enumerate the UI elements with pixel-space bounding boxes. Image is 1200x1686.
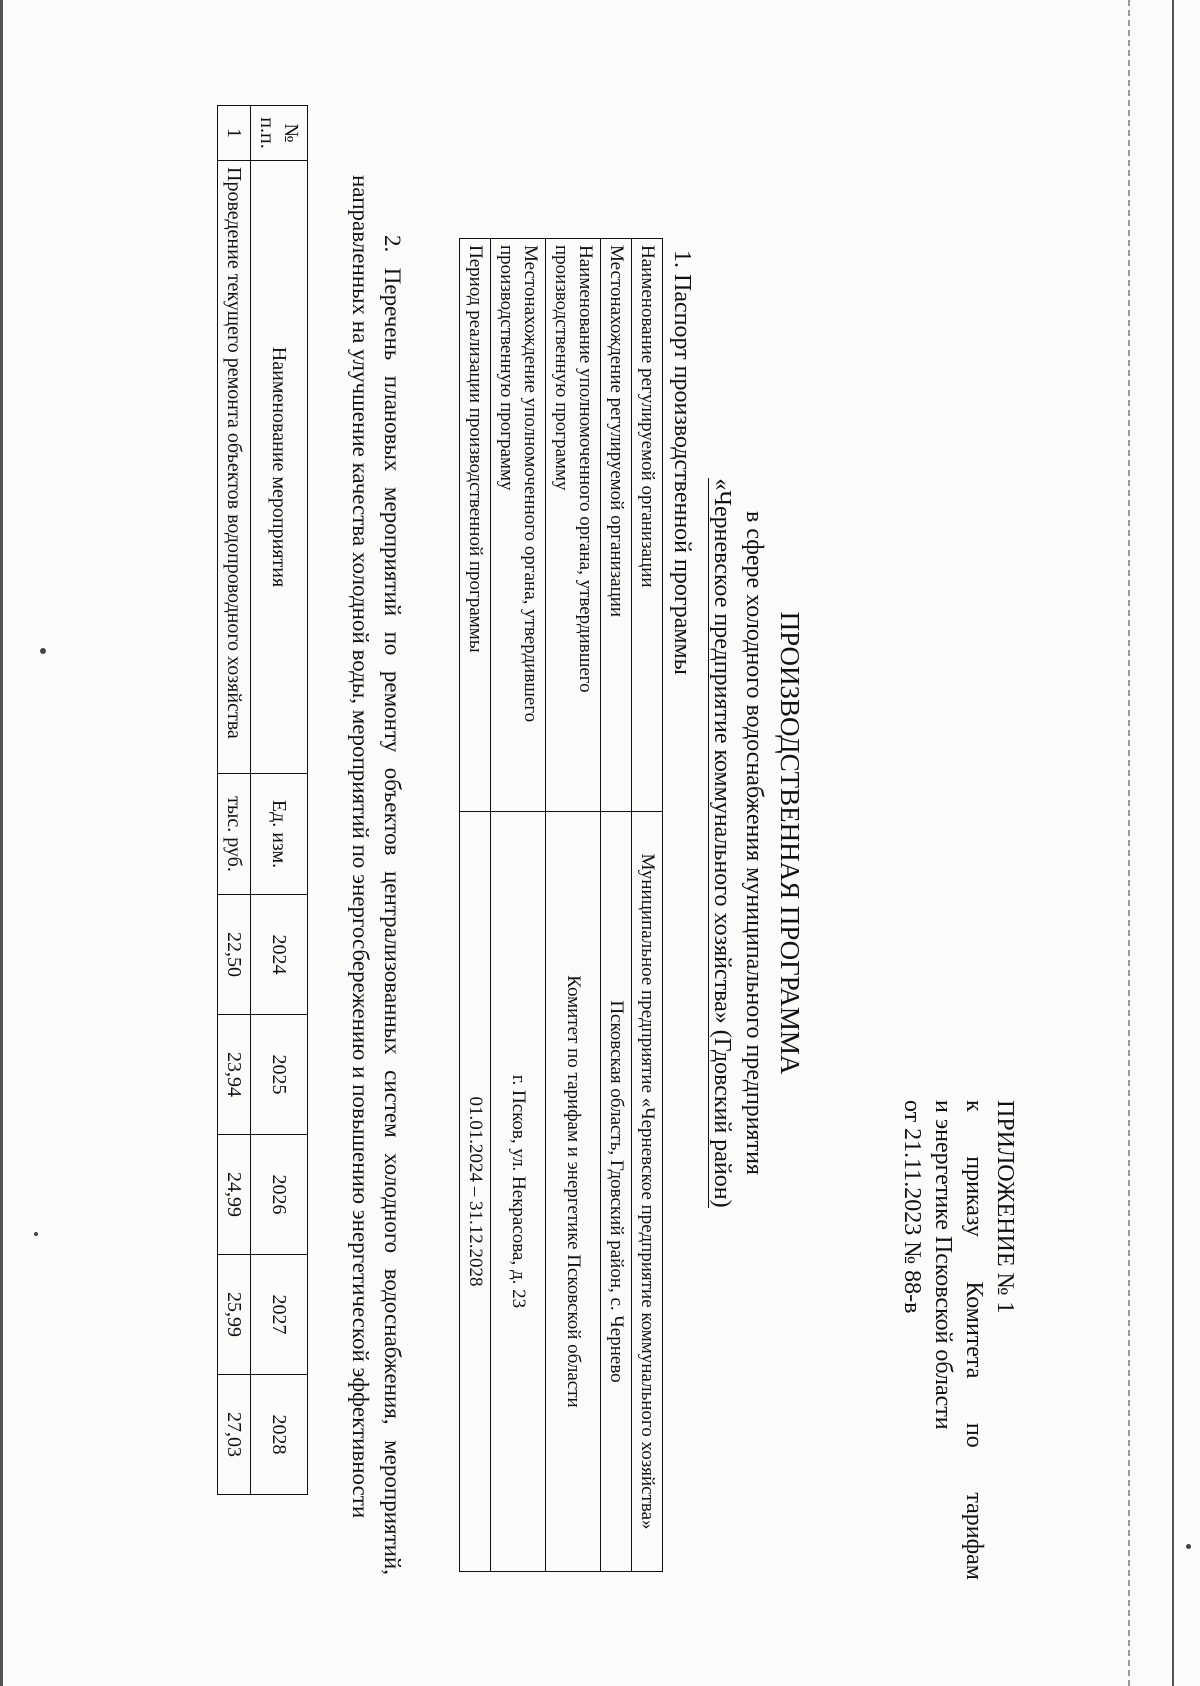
measure-num: 1 (218, 106, 251, 161)
passport-label: Период реализации производственной программы (460, 239, 491, 812)
table-row (491, 239, 546, 1572)
passport-label: Наименование регулируемой организации (632, 239, 663, 812)
program-organization (708, 0, 735, 1686)
appendix-line-date: от 21.11.2023 № 88-в (899, 1100, 925, 1314)
measures-heading: 2. Перечень плановых мероприятий по ремонту объектов централизованных систем холодного водоснабжения, мероприятий, направленных на улучшение качества холодной воды, мероприятий по энергосбережению и повышению энергетической эффективности (348, 175, 405, 1575)
passport-value: Муниципальное предприятие «Черневское предприятие коммунального хозяйства» (632, 812, 663, 1572)
appendix-title: ПРИЛОЖЕНИЕ № 1 (992, 1100, 1018, 1314)
passport-value: Псковская область, Гдовский район, с. Чернево (601, 812, 632, 1572)
passport-label: Местонахождение регулируемой организации (601, 239, 632, 812)
appendix-block (896, 1100, 1020, 1580)
column-header-unit: Ед. изм. (251, 774, 308, 895)
table-row (601, 239, 632, 1572)
passport-label: Наименование уполномоченного органа, утвердившего производственную программу (546, 239, 601, 812)
program-subtitle: в сфере холодного водоснабжения муниципального предприятия (741, 511, 767, 1175)
column-header-year: 2024 (251, 895, 308, 1015)
column-header-year: 2026 (251, 1135, 308, 1255)
program-organization-text: «Черневское предприятие коммунального хозяйства» (Гдовский район) (709, 478, 735, 1208)
column-header-name: Наименование мероприятия (251, 161, 308, 774)
passport-table (459, 238, 663, 1572)
table-header-row (251, 106, 308, 1495)
appendix-line-committee: и энергетике Псковской области (930, 1100, 956, 1430)
measure-value: 22,50 (218, 895, 251, 1015)
measure-value: 24,99 (218, 1135, 251, 1255)
measure-value: 25,99 (218, 1255, 251, 1375)
table-row (632, 239, 663, 1572)
passport-label: Местонахождение уполномоченного органа, утвердившего производственную программу (491, 239, 546, 812)
measure-unit: тыс. руб. (218, 774, 251, 895)
passport-value: г. Псков, ул. Некрасова, д. 23 (491, 812, 546, 1572)
table-row (218, 106, 251, 1495)
passport-heading: 1. Паспорт производственной программы (669, 250, 695, 675)
column-header-year: 2027 (251, 1255, 308, 1375)
measure-name: Проведение текущего ремонта объектов водопроводного хозяйства (218, 161, 251, 774)
table-row (546, 239, 601, 1572)
passport-value: Комитет по тарифам и энергетике Псковской области (546, 812, 601, 1572)
column-header-num: № п.п. (251, 106, 308, 161)
column-header-year: 2025 (251, 1015, 308, 1135)
measure-value: 27,03 (218, 1375, 251, 1495)
program-title: ПРОИЗВОДСТВЕННАЯ ПРОГРАММА (775, 611, 805, 1075)
appendix-line-order: к приказу Комитета по тарифам (961, 1100, 987, 1580)
measures-table (217, 105, 308, 1495)
passport-value: 01.01.2024 – 31.12.2028 (460, 812, 491, 1572)
table-row (460, 239, 491, 1572)
measure-value: 23,94 (218, 1015, 251, 1135)
column-header-year: 2028 (251, 1375, 308, 1495)
